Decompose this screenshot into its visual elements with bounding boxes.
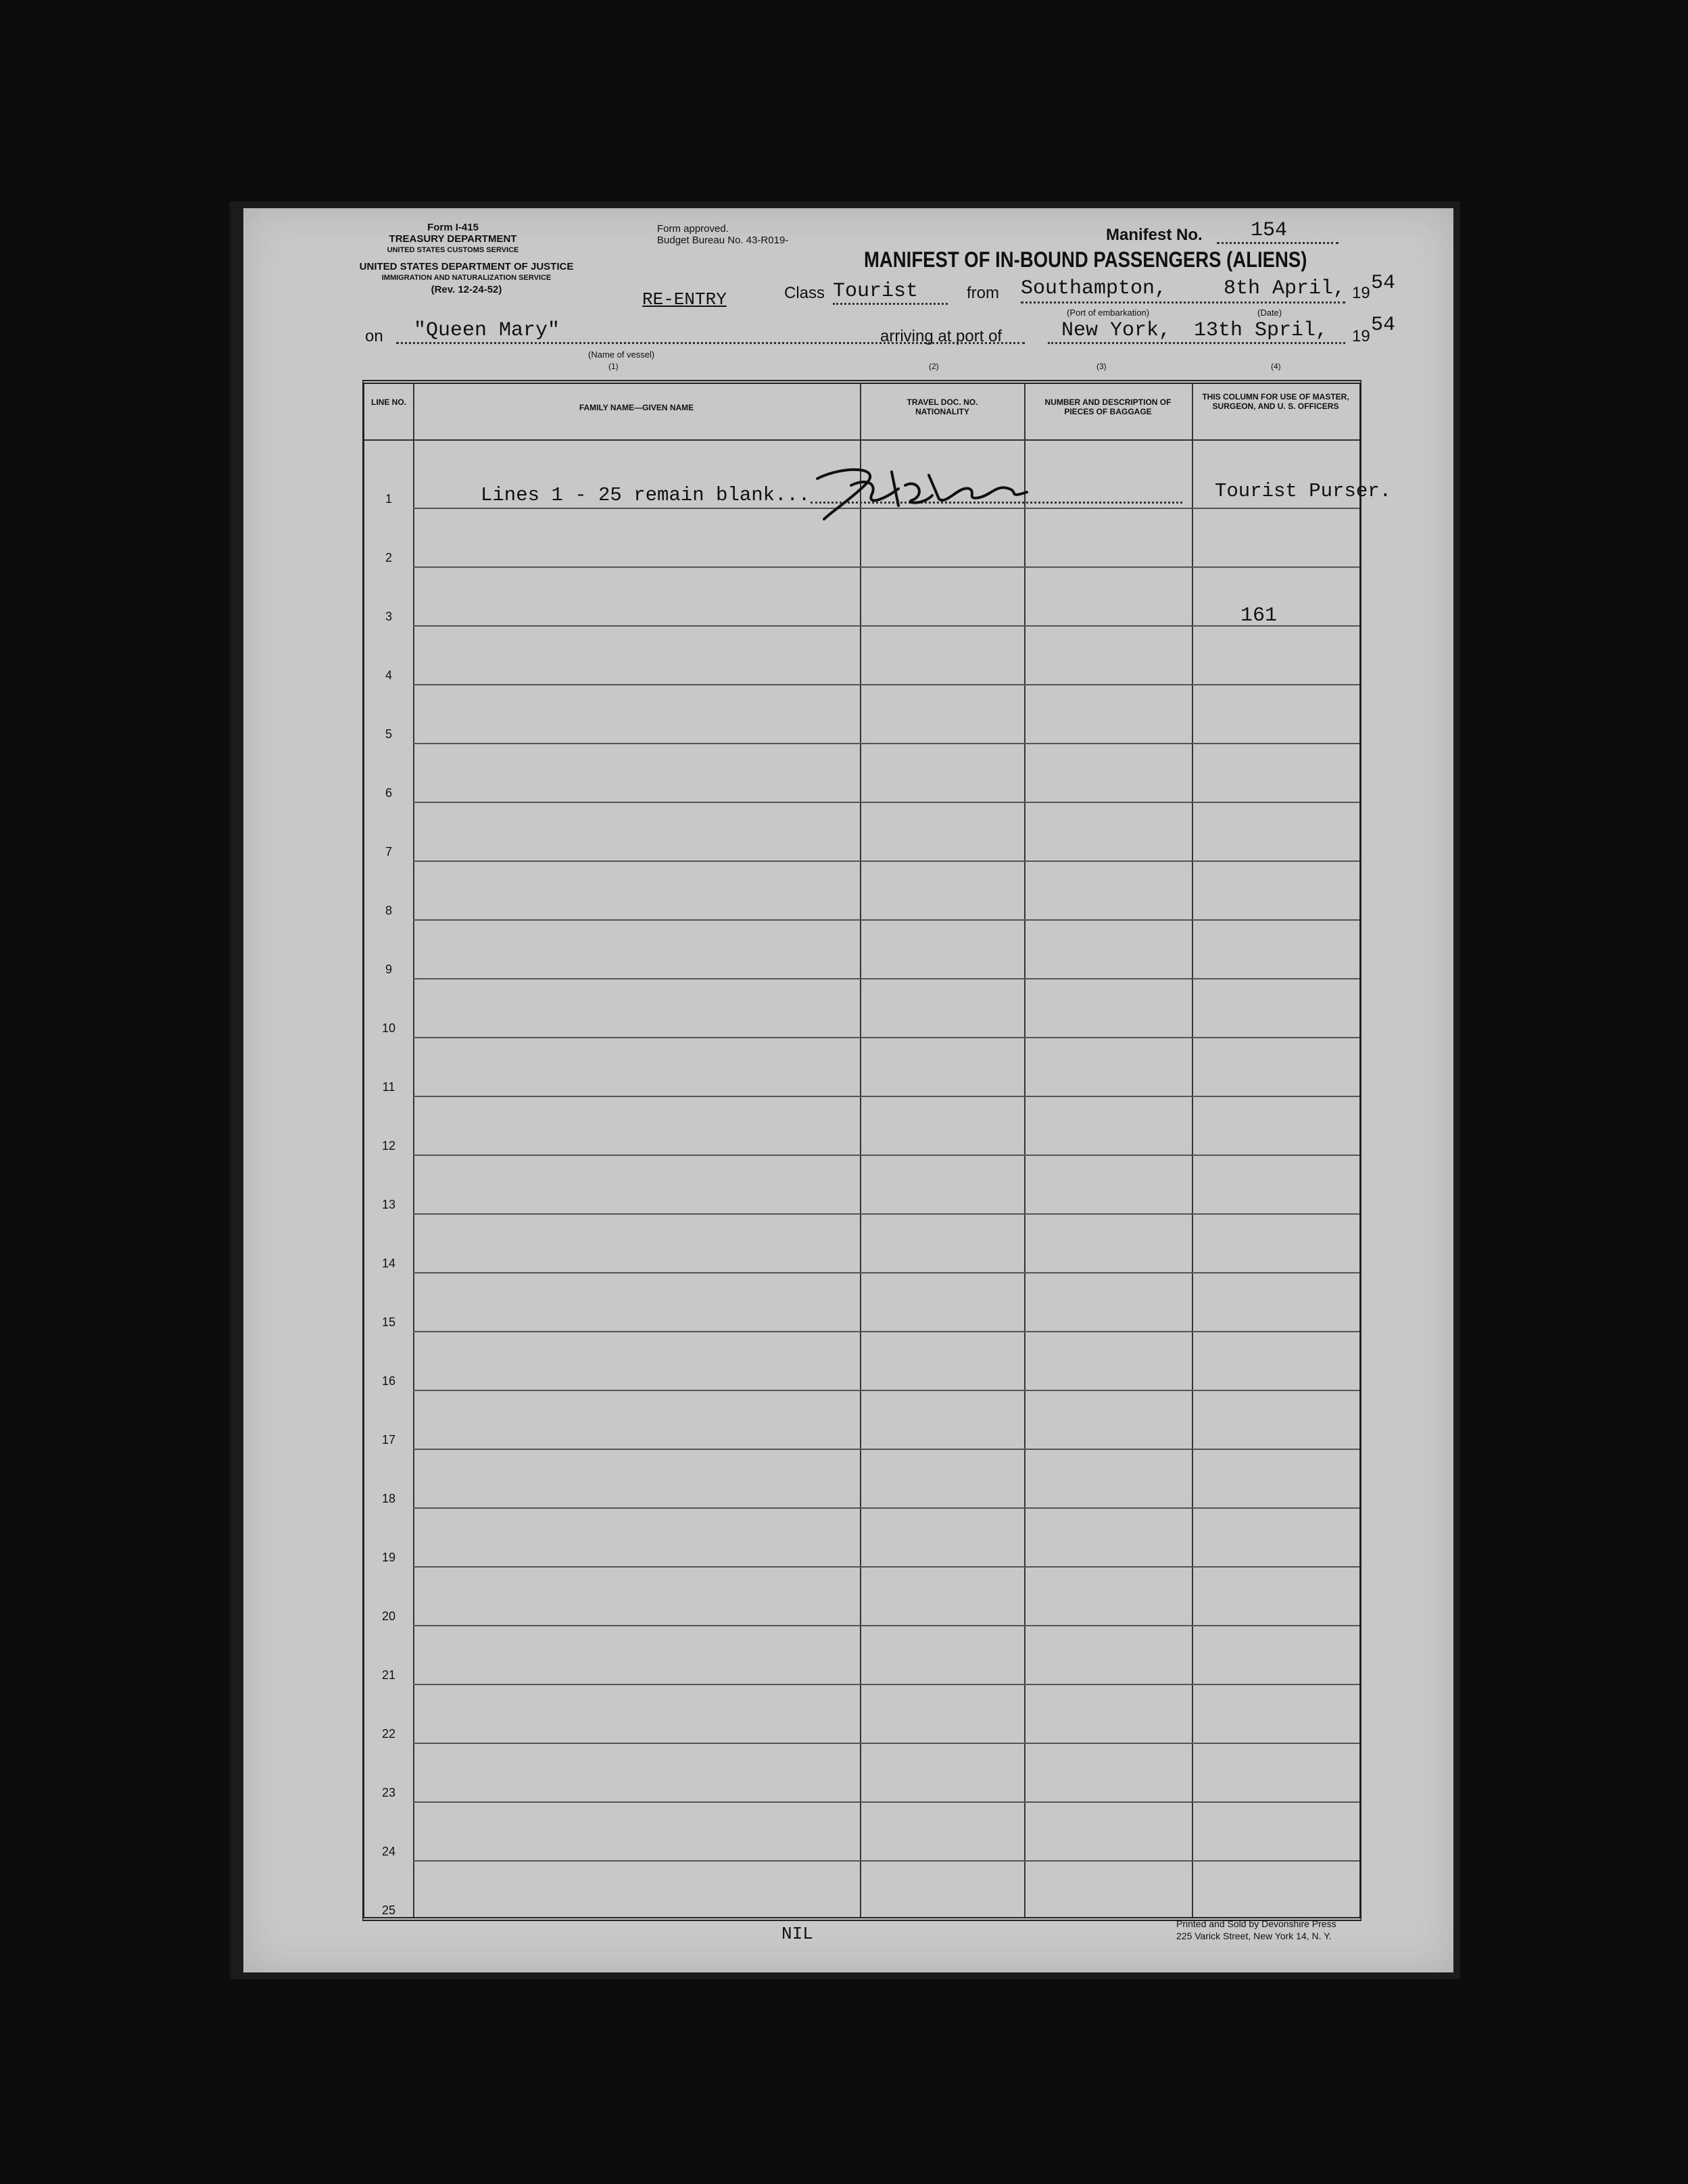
manifest-no-value: 154 xyxy=(1251,219,1288,242)
header-officers: THIS COLUMN FOR USE OF MASTER, SURGEON, AND U. S. OFFICERS xyxy=(1202,392,1349,411)
row-rule xyxy=(413,625,1359,627)
row-rule xyxy=(413,1449,1359,1450)
row-rule xyxy=(413,743,1359,744)
row-rule xyxy=(413,684,1359,685)
line-number: 2 xyxy=(385,551,392,564)
port-caption: (Port of embarkation) xyxy=(1067,308,1150,318)
manifest-no-label: Manifest No. xyxy=(1106,226,1203,244)
line-number: 25 xyxy=(381,1903,396,1917)
col-divider xyxy=(1192,384,1193,1917)
manifest-title: MANIFEST OF IN-BOUND PASSENGERS (ALIENS) xyxy=(864,247,1307,272)
line-1-entry xyxy=(481,484,810,506)
embark-year: 54 xyxy=(1371,272,1396,295)
header-rule xyxy=(364,439,1359,441)
row-rule xyxy=(413,978,1359,979)
header-family-name: FAMILY NAME—GIVEN NAME xyxy=(579,403,694,412)
line-number: 10 xyxy=(381,1021,396,1035)
stamp-number: 161 xyxy=(1240,604,1278,627)
row-rule xyxy=(413,1272,1359,1273)
from-label: from xyxy=(967,284,999,302)
vessel-caption: (Name of vessel) xyxy=(588,349,655,360)
manifest-no-line xyxy=(1217,242,1339,244)
row-rule xyxy=(413,1860,1359,1862)
line-number: 24 xyxy=(381,1845,396,1858)
date-caption: (Date) xyxy=(1257,308,1282,318)
class-label: Class xyxy=(784,284,825,302)
arrival-port: New York, xyxy=(1061,319,1172,342)
form-approved: Form approved. xyxy=(657,223,729,235)
arrival-line xyxy=(1048,342,1345,344)
line-number: 11 xyxy=(382,1080,395,1094)
embark-line xyxy=(1021,301,1345,304)
ins-line: IMMIGRATION AND NATURALIZATION SERVICE xyxy=(381,274,552,282)
row-rule xyxy=(413,1566,1359,1568)
remain-blank-text: Lines 1 - 25 remain blank xyxy=(481,484,775,506)
line-number: 21 xyxy=(381,1668,396,1682)
treasury-dept: TREASURY DEPARTMENT xyxy=(389,233,517,245)
approval-info xyxy=(657,223,788,246)
vessel-name: "Queen Mary" xyxy=(414,319,560,342)
arrival-date: 13th Spril, xyxy=(1194,319,1328,342)
customs-service: UNITED STATES CUSTOMS SERVICE xyxy=(387,246,519,254)
embark-port: Southampton, xyxy=(1021,277,1167,300)
header-travel-doc: TRAVEL DOC. NO. NATIONALITY xyxy=(907,397,978,416)
form-info xyxy=(345,222,561,256)
line-number: 8 xyxy=(385,904,392,917)
line-number: 12 xyxy=(381,1139,396,1152)
line-number: 1 xyxy=(385,492,392,506)
row-rule xyxy=(413,1507,1359,1509)
purser-title: Tourist Purser. xyxy=(1215,480,1392,502)
row-rule xyxy=(413,919,1359,921)
line-number: 5 xyxy=(385,727,392,741)
row-rule xyxy=(413,1155,1359,1156)
class-value: Tourist xyxy=(833,280,919,303)
budget-bureau: Budget Bureau No. 43-R019- xyxy=(657,235,789,246)
row-rule xyxy=(413,860,1359,862)
row-rule xyxy=(413,1213,1359,1215)
arrival-year-prefix: 19 xyxy=(1352,327,1370,345)
arriving-label: arriving at port of xyxy=(880,327,1003,345)
doj-info xyxy=(358,261,575,295)
row-rule xyxy=(413,566,1359,568)
col-divider xyxy=(413,384,414,1917)
on-label: on xyxy=(365,327,383,345)
row-rule xyxy=(413,1037,1359,1038)
row-rule xyxy=(413,1625,1359,1626)
purser-signature xyxy=(804,458,1047,526)
form-number: Form I-415 xyxy=(427,222,479,233)
col-3-num: (3) xyxy=(1096,362,1107,371)
row-rule xyxy=(413,1096,1359,1097)
line-number: 13 xyxy=(381,1198,396,1211)
line-number: 3 xyxy=(385,610,392,623)
nil-mark: NIL xyxy=(781,1924,813,1944)
line-number: 15 xyxy=(381,1315,396,1329)
line-number: 14 xyxy=(381,1257,396,1270)
line-number: 16 xyxy=(381,1374,396,1388)
reentry-stamp: RE-ENTRY xyxy=(642,289,727,310)
line-number: 22 xyxy=(381,1727,396,1741)
row-rule xyxy=(413,1684,1359,1685)
leader-dots: ... xyxy=(775,484,811,506)
line-number: 4 xyxy=(385,669,392,682)
embark-year-prefix: 19 xyxy=(1352,284,1370,302)
class-line xyxy=(833,303,948,305)
line-number: 18 xyxy=(381,1492,396,1505)
row-rule xyxy=(413,1743,1359,1744)
printer-line-1: Printed and Sold by Devonshire Press xyxy=(1176,1918,1336,1929)
row-rule xyxy=(413,1801,1359,1803)
line-number: 7 xyxy=(385,845,392,858)
line-number: 9 xyxy=(385,963,392,976)
line-number: 23 xyxy=(381,1786,396,1799)
manifest-page xyxy=(243,208,1453,1972)
line-number: 6 xyxy=(385,786,392,800)
line-number: 17 xyxy=(381,1433,396,1447)
doj-line: UNITED STATES DEPARTMENT OF JUSTICE xyxy=(359,261,574,272)
row-rule xyxy=(413,1331,1359,1332)
col-1-num: (1) xyxy=(608,362,619,371)
col-divider xyxy=(1024,384,1026,1917)
passenger-table xyxy=(362,380,1392,1921)
row-rule xyxy=(413,802,1359,803)
embark-date: 8th April, xyxy=(1224,277,1346,300)
arrival-year: 54 xyxy=(1371,314,1396,337)
printer-line-2: 225 Varick Street, New York 14, N. Y. xyxy=(1176,1931,1332,1941)
revision: (Rev. 12-24-52) xyxy=(431,284,502,295)
col-divider xyxy=(860,384,861,1917)
line-number: 20 xyxy=(381,1609,396,1623)
header-line-no: LINE NO. xyxy=(370,397,406,407)
line-number: 19 xyxy=(381,1551,396,1564)
header-baggage: NUMBER AND DESCRIPTION OF PIECES OF BAGGAGE xyxy=(1044,397,1172,416)
col-4-num: (4) xyxy=(1271,362,1281,371)
row-rule xyxy=(413,1390,1359,1391)
col-2-num: (2) xyxy=(929,362,939,371)
